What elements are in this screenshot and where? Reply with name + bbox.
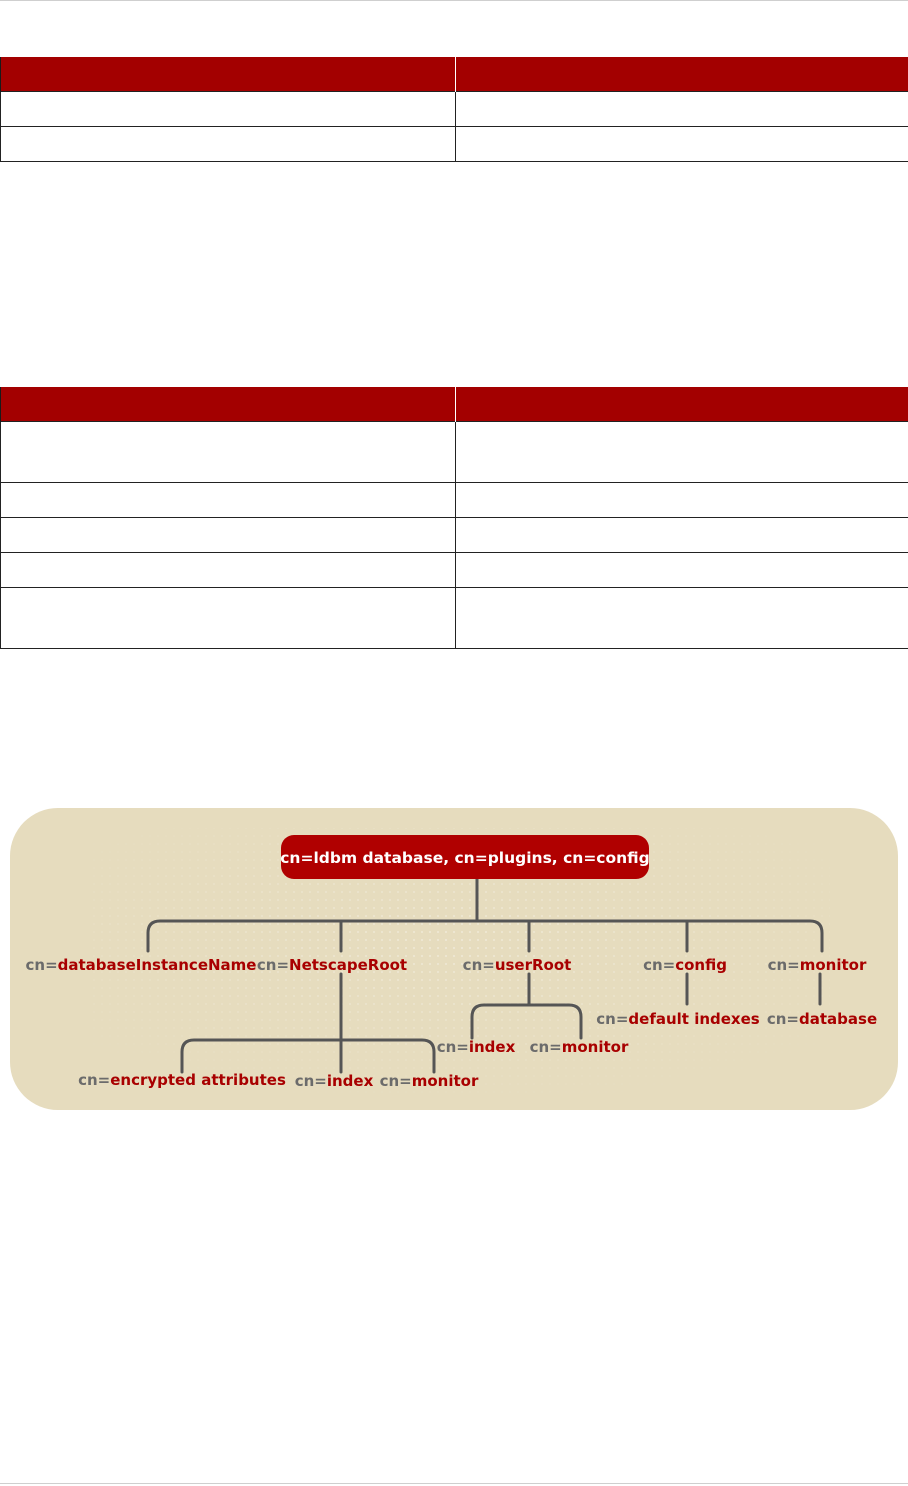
- node-database-instance: cn=databaseInstanceName: [25, 956, 257, 974]
- table-cell: [1, 588, 456, 649]
- svg-text:cn=ldbm database, cn=plugins,: [280, 849, 650, 867]
- table-cell: [456, 92, 908, 127]
- table-cell: [456, 518, 908, 553]
- root-node: [280, 835, 650, 879]
- table-1: [0, 57, 908, 162]
- table-2-header: [1, 387, 908, 422]
- bottom-rule: [0, 1483, 908, 1484]
- table-cell: [456, 127, 908, 162]
- top-rule: [0, 0, 908, 1]
- table-1-header: [1, 57, 908, 92]
- table-1-header-cell: [1, 57, 456, 92]
- table-2-header-cell: [1, 387, 456, 422]
- table-cell: [456, 422, 908, 483]
- node-user-root-index: cn=index: [436, 1038, 516, 1056]
- table-row: [1, 483, 908, 518]
- table-cell: [1, 483, 456, 518]
- table-cell: [1, 553, 456, 588]
- node-database: cn=database: [766, 1010, 878, 1028]
- node-netscape-root-index: cn=index: [294, 1072, 374, 1090]
- node-default-indexes: cn=default indexes: [596, 1010, 760, 1028]
- table-row: [1, 588, 908, 649]
- table-cell: [456, 483, 908, 518]
- table-cell: [456, 553, 908, 588]
- node-monitor: cn=monitor: [767, 956, 867, 974]
- table-2: [0, 387, 908, 649]
- table-row: [1, 553, 908, 588]
- table-cell: [1, 92, 456, 127]
- root-node-value: ldbm database, cn=plugins, cn=config: [313, 849, 650, 867]
- table-row: [1, 422, 908, 483]
- root-node-label: cn=: [280, 849, 314, 867]
- table-row: [1, 127, 908, 162]
- node-config: cn=config: [643, 956, 727, 974]
- table-row: [1, 92, 908, 127]
- node-netscape-root: cn=NetscapeRoot: [256, 956, 408, 974]
- node-netscape-root-monitor: cn=monitor: [379, 1072, 479, 1090]
- table-row: [1, 518, 908, 553]
- table-cell: [1, 518, 456, 553]
- table-cell: [456, 588, 908, 649]
- table-1-header-cell: [456, 57, 908, 92]
- table-cell: [1, 422, 456, 483]
- node-encrypted-attributes: cn=encrypted attributes: [78, 1071, 286, 1089]
- table-2-header-cell: [456, 387, 908, 422]
- table-cell: [1, 127, 456, 162]
- node-user-root-monitor: cn=monitor: [529, 1038, 629, 1056]
- ldbm-tree-diagram: [10, 808, 898, 1110]
- node-user-root: cn=userRoot: [462, 956, 572, 974]
